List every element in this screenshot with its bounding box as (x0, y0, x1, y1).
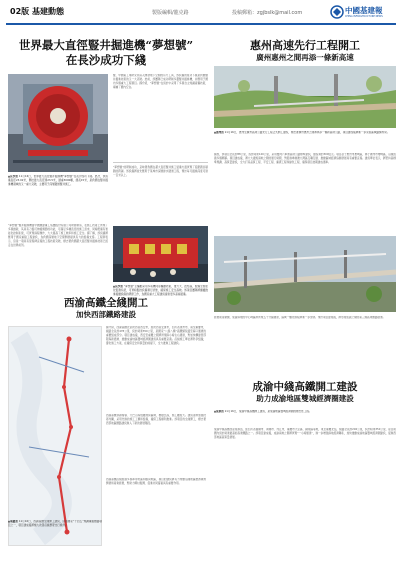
article-2-photo (214, 66, 396, 128)
article-4-intro: 發展前景廣闊，成渝兩地的中心城區將實現五十分鐘通達，區域一體化進程將進一步加快。預計項目建成後，將形成成渝之間的第三條高速鐵路通道。 (214, 316, 386, 319)
article-2-title-line2: 廣州惠州之間再添一條新高速 (256, 53, 354, 62)
article-3-route-map (8, 326, 102, 546)
article-1-caption-lead: ▲長沙訊 (8, 175, 19, 178)
article-1-caption: ▲長沙訊 11月16日，世界最大直徑豎井掘進機“夢想號”在長沙成功下綫。此次，該設備直徑23.02米，開挖最大直徑達23.5米，總重3000噸，總長15米，是我國在豎井掘進機領域的又一重大突破，主要用于深層隧道豎井施工。 (8, 175, 108, 187)
article-2-body: 據悉，該項目全長約88公里，設計時速120公里，采用雙向六車道高速公路標準建設，總投資約300億元。項目起于惠州市惠城區，終于廣州市增城區，沿綫經過多個鄉鎮。項目建成後，將大大縮短兩地之間的通行時間，對促進粵港澳大灣區互聯互通、推動區域經濟協調發展具有重要意義。建設單位表示，將堅持高標準規劃、高質量建設，全力打造品質工程、平安工程、廉潔工程和綠色工程，確保項目按期建成通車。 (214, 153, 396, 165)
page-number: 02版 (10, 7, 30, 16)
article-3-body-right-2: 西渝高鐵穿越秦嶺、大巴山等復雜地質區域，橋隧比高，施工難度大。建設者將加強技術攻關，采用先進的施工工藝和裝備，確保工程順利推進。該項目的全綫開工，標志著西部地區鐵路建設進入了新的發展階段。 (106, 414, 206, 426)
article-2-headline (214, 38, 396, 63)
article-2-title-line1: 惠州高速先行工程開工 (250, 39, 360, 52)
article-4-caption-lead: ▲成都訊 (214, 410, 224, 413)
article-3-headline (8, 296, 204, 320)
article-4-headline (214, 380, 396, 404)
article-1-main-photo (8, 74, 108, 172)
article-2-caption: ▲惠州訊 11月16日，惠州至廣州高速公路先行工程正式開工建設，標志著廣州惠州之間將再添一條新高速公路，項目建成後將進一步完善區域路網布局。 (214, 131, 390, 134)
article-2-caption-lead: ▲惠州訊 (214, 131, 224, 134)
article-1-headline (8, 38, 204, 68)
logo-subtext: CHINA INFRASTRUCTURE NEWS (345, 15, 383, 18)
logo-text: 中國基建報 (345, 6, 383, 15)
article-1-second-photo (113, 226, 208, 282)
editor-line: 製版編輯/龍克路 (152, 10, 189, 16)
article-1-photo-caption: ▲長沙訊 “夢想號”主驅動采用多電機同步驅動技術，推力大、扭矩高，配備全智能化監測系統，可實時監控設備運行狀態，確保施工安全高效。該項目團隊將繼續推進後續設備的研發工作，為國家重大工程建設提供更多高端裝備。 (113, 285, 208, 297)
article-1-body-right: 豎，中國第工業研究并深入開發地下空間的有力工具，該設備的成功下綫是我國豎井掘進技術的又一大突破。此前，該團隊已成功研制多臺豎井掘進機，并應用于國內多個重大工程項目。據介紹，“夢想號”在設計中采用了多項自主知識產權技術，填補了國内空白。 (113, 74, 208, 90)
article-3-title-line2: 加快西部鐵路建設 (76, 310, 136, 319)
article-3-body-bottom: 西渝高鐵沿綫經過多個革命老區和脫貧地區，項目的建設將有力帶動沿綫地區旅游資源開發和產業發展，對助力鄉村振興、促進共同富裕具有重要作用。 (106, 478, 206, 486)
email-line: 投稿郵箱：zgjbslk@mail.com (232, 10, 303, 16)
article-1-title-line1: 世界最大直徑豎井掘進機“夢想號” (18, 38, 194, 52)
page-header (0, 0, 402, 26)
article-3-title-line1: 西渝高鐵全綫開工 (64, 297, 148, 309)
article-1-body-left: “夢想號”豎井掘進機由中國鐵建重工集團股份有限公司研發制造，在施工技術上實現了多項創新，其具有刀盤可伸縮調節的功能，可滿足多種直徑的施工需求，同時配備有智能化控制系統，可實現遠程操作，大大提高了施工效率和施工安全。據了解，該設備將應用于國家重點工程建設，為我國深層地下空間開發提供有力的裝備支撐。工程師表示，這是一項具有里程碑意義的工程技術突破，標志著我國超大直徑豎井掘進技術已經走在世界前列。 (8, 224, 108, 248)
article-3-body-right: 據介紹，西渝高鐵北起陝西省西安市，經陝西省安康市，四川省達州市，南至重慶市，綫路全長約478公里，設計時速350公里，是國家“八縱八橫”高鐵網包頭至海口通道的重要組成部分。項目建成後，西安至重慶之間將實現兩小時左右通達，對加快構建西部陸海新通道、推動成渝地區雙城經濟圈建設具有重要意義。沿綫施工單位將科學組織，優化施工方案，在確保安全和質量的前提下，全力推進工程建設。 (106, 326, 206, 346)
article-1-title-line2: 在長沙成功下綫 (65, 53, 147, 67)
header-rule (6, 23, 396, 25)
article-4-title-line1: 成渝中綫高鐵開工建設 (252, 381, 358, 393)
article-2-second-photo (214, 236, 396, 312)
article-4-body: 成渝中綫高鐵西起成都站，經四川省簡陽市、資陽市、內江市，重慶市大足區、銅梁區等地，東至重慶北站，綫路全長約292公里，設計時速350公里，是目前國內設計時速最高的高速鐵路之一。該項目建成後，成渝兩地之間將實現“一小時通達”，進一步增強兩地經濟聯系，加快推動成渝地區雙城經濟圈建設，促進西部地區高質量發展。 (214, 428, 396, 440)
article-3-caption-lead: ▲重慶訊 (8, 520, 18, 523)
article-3-caption: ▲重慶訊 11月16日，西渝高鐵全綫開工建設，這是國家“十四五”規劃重點鐵路項目之一，項目建成後將極大改善沿綫群眾出行條件。 (8, 520, 102, 528)
section-name: 基建動態 (32, 7, 64, 16)
article-1-quote: “夢想號”的研制成功，意味著我國在超大直徑豎井施工裝備方面實現了從跟跑到領跑的跨越。該設備將首先應用于某城市深層排水隧道工程，預計每月掘進深度可達一百米以上。 (113, 162, 208, 222)
article-4-title-line2: 助力成渝地區雙城經濟圈建設 (256, 394, 354, 403)
newspaper-logo (330, 3, 394, 21)
article-4-caption: ▲成都訊 11月16日，成渝中綫高鐵開工建設，是成渝地區雙城經濟圈的標志性工程。 (214, 410, 312, 413)
